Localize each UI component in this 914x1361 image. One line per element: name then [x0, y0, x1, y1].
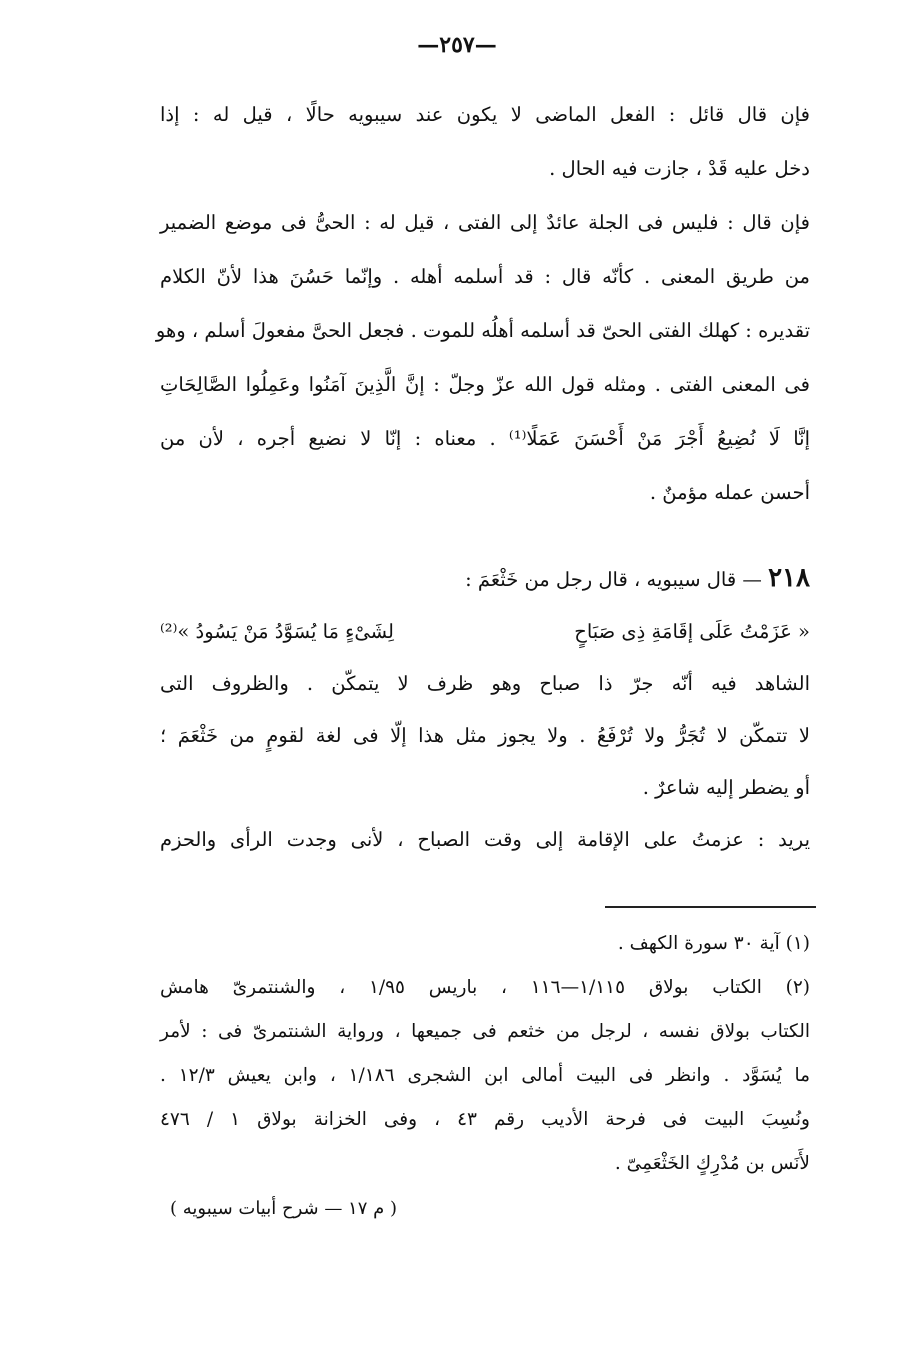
verse-second-hemistich: لِشَىْءٍ مَا يُسَوَّدُ مَنْ يَسُودُ »⁽²⁾ [160, 620, 394, 643]
text-line: أحسن عمله مؤمنٌ . [649, 481, 810, 504]
text-line: دخل عليه قَدْ ، جازت فيه الحال . [549, 157, 810, 180]
footnote-line: ونُسِبَ البيت فى فرحة الأديب رقم ٤٣ ، وفى الخزانة بولاق ١ / ٤٧٦ [160, 1109, 810, 1130]
entry-block [160, 552, 810, 866]
footnote-line: الكتاب بولاق نفسه ، لرجل من خثعم فى جميعها ، ورواية الشنتمرىّ فى : لأمر [160, 1021, 810, 1042]
signature-mark: ( م ١٧ — شرح أبيات سيبويه ) [170, 1198, 398, 1219]
verse [160, 606, 810, 658]
page-number: —٢٥٧— [417, 32, 497, 58]
text-line: يريد : عزمتُ على الإقامة إلى وقت الصباح ، لأنى وجدت الرأى والحزم [160, 828, 810, 851]
text-line: من طريق المعنى . كأنّه قال : قد أسلمه أهله . وإنّما حَسُنَ هذا لأنّ الكلام [160, 265, 810, 288]
footnotes [160, 922, 810, 1186]
text-line: لا تتمكّن لا تُجَرُّ ولا تُرْفَعُ . ولا يجوز مثل هذا إلّا فى لغة لقومٍ من خَثْعَمَ ؛ [160, 724, 810, 747]
footnote-divider [605, 906, 816, 908]
entry-intro: — قال سيبويه ، قال رجل من خَثْعَمَ : [465, 568, 762, 591]
text-line: فإن قال قائل : الفعل الماضى لا يكون عند سيبويه حالًا ، قيل له : إذا [160, 103, 810, 126]
text-line: فى المعنى الفتى . ومثله قول الله عزّ وجلّ : إنَّ الَّذِينَ آمَنُوا وعَمِلُوا الصَّالِحَاتِ [160, 373, 810, 396]
text-line: الشاهد فيه أنّه جرّ ذا صباح وهو ظرف لا يتمكّن . والظروف التى [160, 672, 810, 695]
footnote-line: (٢) الكتاب بولاق ١/١١٥—١١٦ ، باريس ١/٩٥ ، والشنتمرىّ هامش [160, 977, 810, 998]
footnote-line: لأَنَس بن مُدْرِكٍ الخَثْعَمِىّ . [614, 1153, 810, 1174]
main-text [155, 88, 811, 520]
text-line: أو يضطر إليه شاعرٌ . [642, 776, 810, 799]
text-line: فإن قال : فليس فى الجلة عائدٌ إلى الفتى ، قيل له : الحىُّ فى موضع الضمير [160, 211, 810, 234]
entry-heading [160, 552, 810, 606]
text-line: إنَّا لَا نُضِيعُ أَجْرَ مَنْ أَحْسَنَ عَمَلًا⁽¹⁾ . معناه : إنّا لا نضيع أجره ، لأن من [160, 427, 811, 450]
footnote-line: ما يُسَوَّد . وانظر فى البيت أمالى ابن الشجرى ١/١٨٦ ، وابن يعيش ١٢/٣ . [160, 1065, 810, 1086]
verse-first-hemistich: « عَزَمْتُ عَلَى إقَامَةِ ذِى صَبَاحٍ [574, 620, 810, 643]
footnote-line: (١) آية ٣٠ سورة الكهف . [617, 933, 810, 954]
entry-number: ٢١٨ [768, 563, 810, 593]
text-line: تقديره : كهلك الفتى الحىّ قد أسلمه أهلُه للموت . فجعل الحىَّ مفعولَ أسلم ، وهو [155, 319, 810, 342]
